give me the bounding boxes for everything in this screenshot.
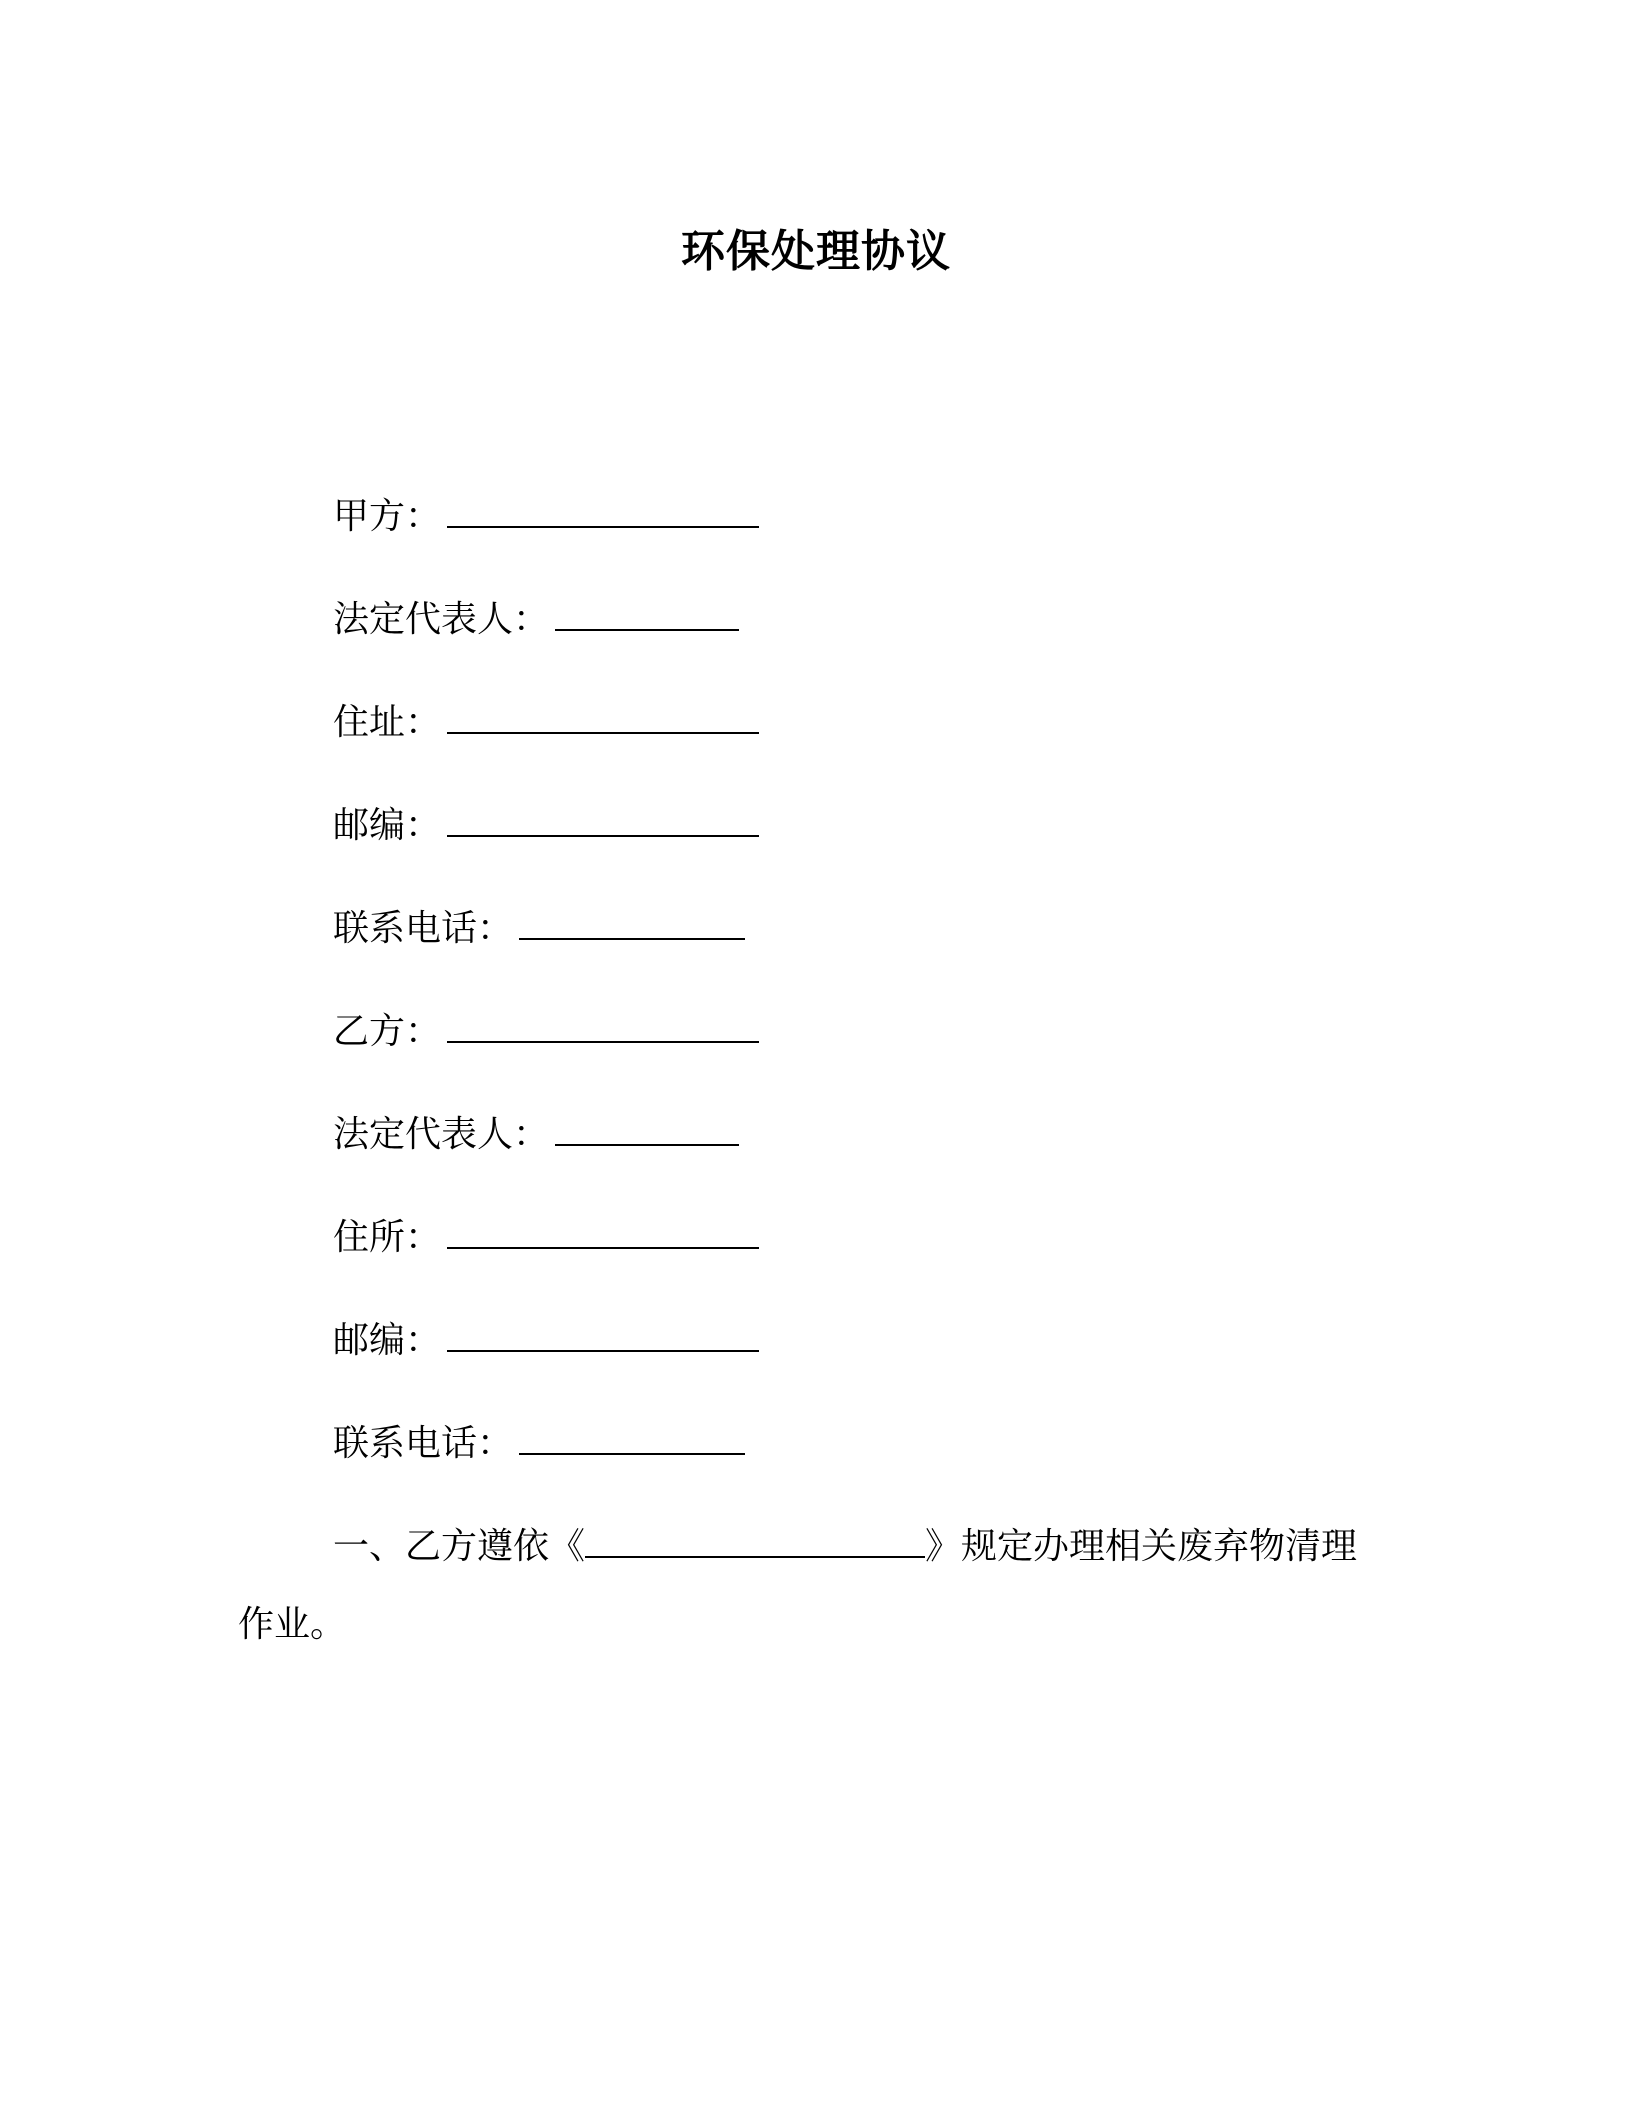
clause-1 (333, 1522, 1357, 1572)
party-a-address-field (333, 698, 759, 748)
party-b-phone-field (333, 1419, 745, 1469)
party-a-phone-blank (519, 908, 745, 940)
party-a-postcode-label: 邮编： (333, 805, 442, 846)
party-a-name-label: 甲方： (333, 496, 442, 537)
party-a-rep-label: 法定代表人： (333, 599, 550, 640)
party-a-address-blank (447, 702, 759, 734)
clause-1-suffix: 》规定办理相关废弃物清理 (925, 1526, 1358, 1567)
party-b-rep-label: 法定代表人： (333, 1114, 550, 1155)
party-a-rep-blank (555, 599, 739, 631)
party-b-postcode-blank (447, 1320, 759, 1352)
party-b-name-blank (447, 1011, 759, 1043)
document-title: 环保处理协议 (681, 226, 951, 277)
party-a-postcode-blank (447, 805, 759, 837)
party-a-name-field (333, 492, 759, 542)
party-b-address-blank (447, 1217, 759, 1249)
party-a-rep-field (333, 595, 739, 645)
party-b-rep-blank (555, 1114, 739, 1146)
party-b-address-label: 住所： (333, 1217, 442, 1258)
party-a-address-label: 住址： (333, 702, 442, 743)
party-a-name-blank (447, 496, 759, 528)
party-b-postcode-label: 邮编： (333, 1320, 442, 1361)
clause-1-prefix: 一、乙方遵依《 (333, 1526, 586, 1567)
party-b-address-field (333, 1213, 759, 1263)
party-a-postcode-field (333, 801, 759, 851)
party-b-rep-field (333, 1110, 739, 1160)
party-b-name-label: 乙方： (333, 1011, 442, 1052)
party-b-name-field (333, 1007, 759, 1057)
party-b-postcode-field (333, 1316, 759, 1366)
clause-1-regulation-blank (585, 1526, 925, 1558)
party-b-phone-label: 联系电话： (333, 1423, 514, 1464)
clause-1-continuation: 作业。 (238, 1604, 347, 1645)
party-b-phone-blank (519, 1423, 745, 1455)
party-a-phone-label: 联系电话： (333, 908, 514, 949)
party-a-phone-field (333, 904, 745, 954)
